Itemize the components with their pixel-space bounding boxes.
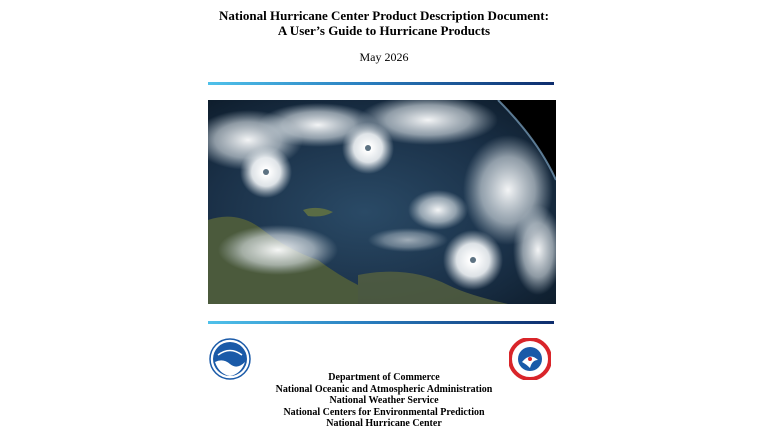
footer-line-noaa: National Oceanic and Atmospheric Administration	[275, 383, 493, 395]
document-title-line-2: A User’s Guide to Hurricane Products	[277, 23, 491, 38]
bottom-divider	[208, 321, 554, 324]
satellite-image	[208, 100, 556, 304]
publication-date: May 2026	[359, 50, 409, 64]
top-divider	[208, 82, 554, 85]
footer-line-nws: National Weather Service	[329, 395, 439, 406]
footer-agencies	[0, 372, 768, 430]
footer-line-ncep: National Centers for Environmental Prediction	[283, 406, 485, 418]
document-title-line-1: National Hurricane Center Product Description Document:	[219, 8, 549, 23]
footer-line-nhc: National Hurricane Center	[326, 418, 442, 429]
footer-line-department: Department of Commerce	[328, 372, 440, 383]
